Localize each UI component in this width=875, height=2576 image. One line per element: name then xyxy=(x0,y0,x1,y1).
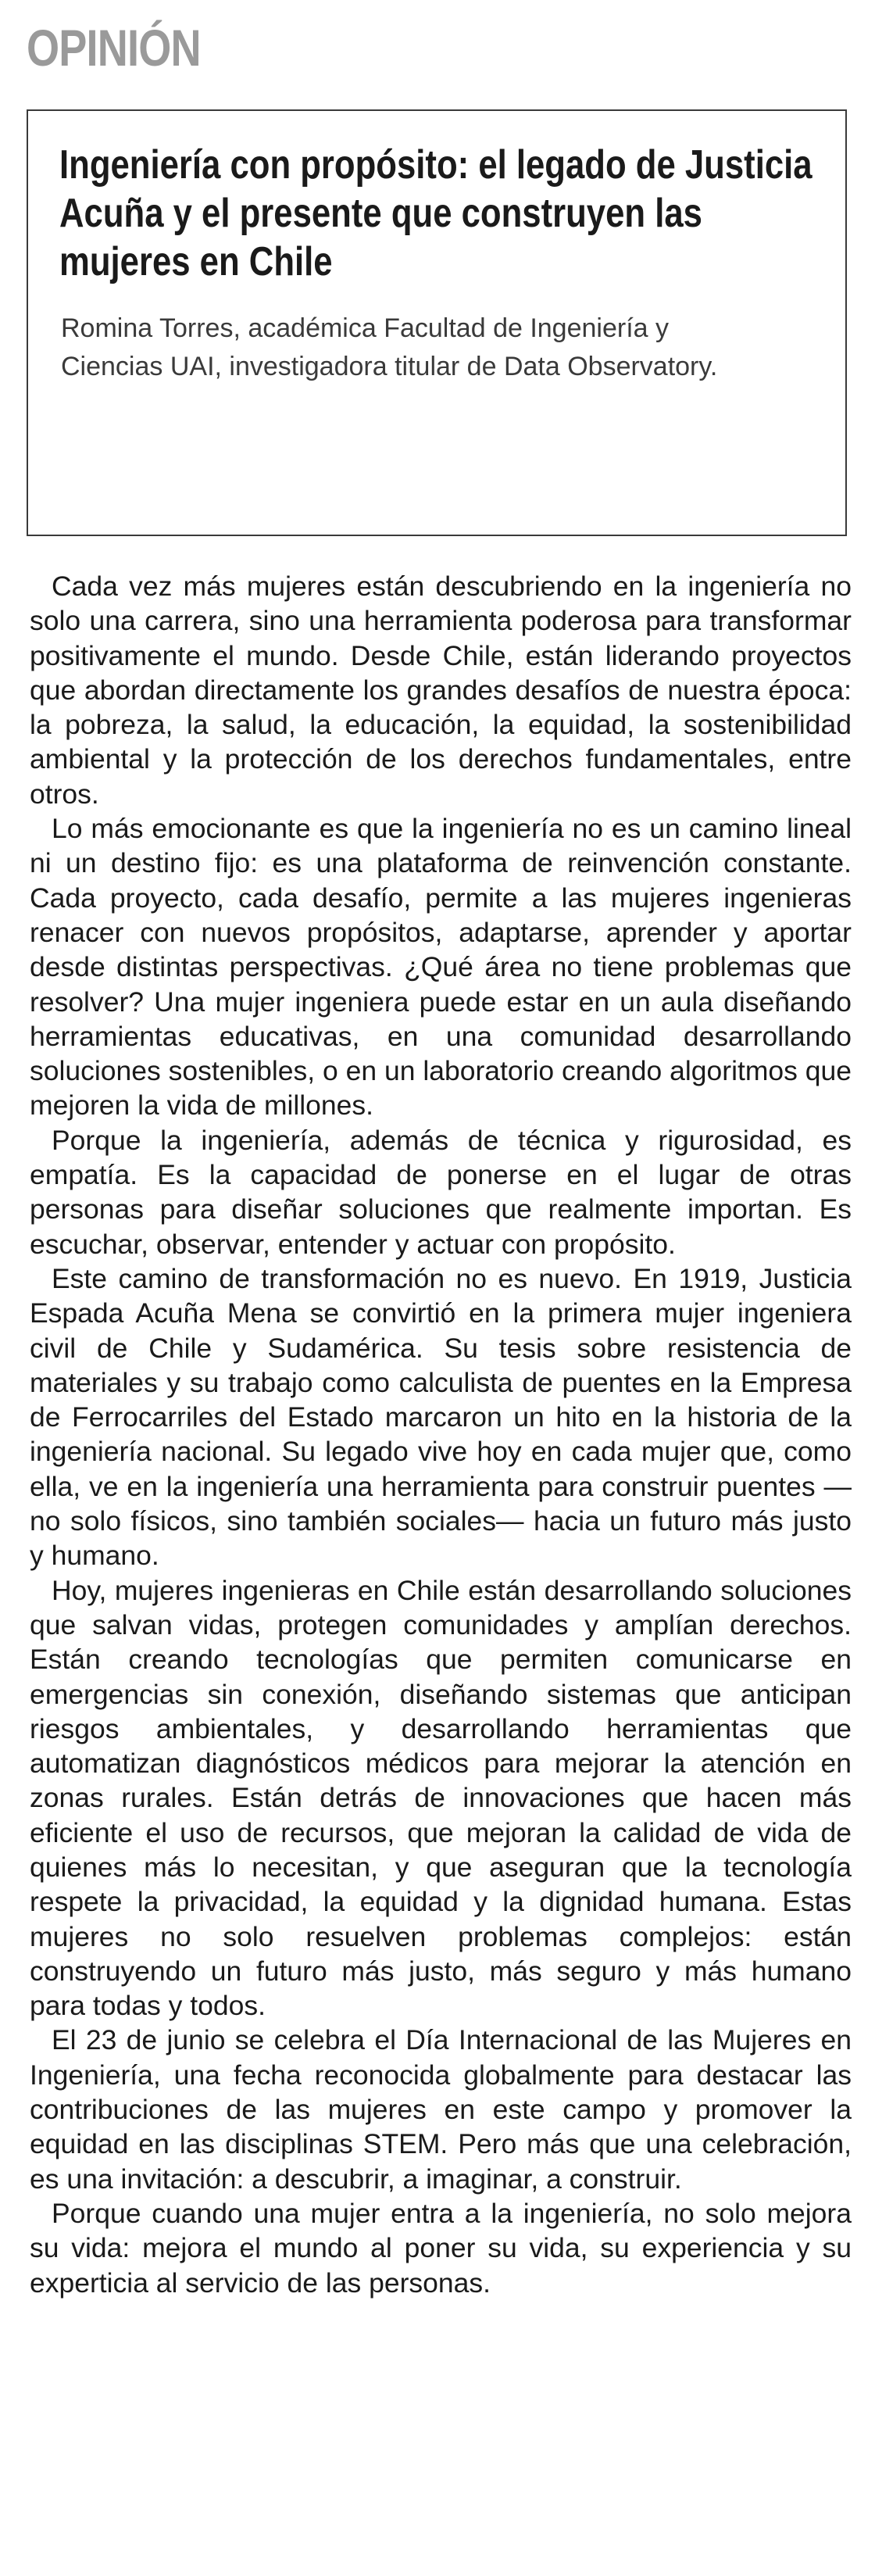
article-headline: Ingeniería con propósito: el legado de Justicia Acuña y el presente que construyen las mujeres en Chile xyxy=(59,142,812,284)
paragraph: Cada vez más mujeres están descubriendo en la ingeniería no solo una carrera, sino una herramienta poderosa para transformar positivamente el mundo. Desde Chile, están liderando proyectos que abordan directamente los grandes desafíos de nuestra época: la pobreza, la salud, la educación, la equidad, la sostenibilidad ambiental y la protección de los derechos fundamentales, entre otros. xyxy=(30,571,852,810)
paragraph: Porque cuando una mujer entra a la ingeniería, no solo mejora su vida: mejora el mundo al poner su vida, su experiencia y su experticia al servicio de las personas. xyxy=(30,2197,852,2299)
author-byline: Romina Torres, académica Facultad de Ingeniería y Ciencias UAI, investigadora titular de Data Observatory. xyxy=(61,313,718,381)
paragraph: El 23 de junio se celebra el Día Internacional de las Mujeres en Ingeniería, una fecha reconocida globalmente para destacar las contribuciones de las mujeres en este campo y promover la equidad en las disciplinas STEM. Pero más que una celebración, es una invitación: a descubrir, a imaginar, a construir. xyxy=(30,2024,852,2195)
paragraph: Este camino de transformación no es nuevo. En 1919, Justicia Espada Acuña Mena se convirtió en la primera mujer ingeniera civil de Chile y Sudamérica. Su tesis sobre resistencia de materiales y su trabajo como calculista de puentes en la Empresa de Ferrocarriles del Estado marcaron un hito en la historia de la ingeniería nacional. Su legado vive hoy en cada mujer que, como ella, ve en la ingeniería una herramienta para construir puentes —no solo físicos, sino también sociales— hacia un futuro más justo y humano. xyxy=(30,1262,852,1572)
section-label: OPINIÓN xyxy=(27,19,201,77)
paragraph: Hoy, mujeres ingenieras en Chile están desarrollando soluciones que salvan vidas, protegen comunidades y amplían derechos. Están creando tecnologías que permiten comunicarse en emergencias sin conexión, diseñando sistemas que anticipan riesgos ambientales, y desarrollando herramientas que automatizan diagnósticos médicos para mejorar la atención en zonas rurales. Están detrás de innovaciones que hacen más eficiente el uso de recursos, que mejoran la calidad de vida de quienes más lo necesitan, y que aseguran que la tecnología respete la privacidad, la equidad y la dignidad humana. Estas mujeres no solo resuelven problemas complejos: están construyendo un futuro más justo, más seguro y más humano para todas y todos. xyxy=(30,1574,852,2022)
paragraph: Porque la ingeniería, además de técnica y rigurosidad, es empatía. Es la capacidad de ponerse en el lugar de otras personas para diseñar soluciones que realmente importan. Es escuchar, observar, entender y actuar con propósito. xyxy=(30,1124,852,1260)
headline-box xyxy=(27,109,847,536)
article-body xyxy=(30,569,852,2300)
paragraph: Lo más emocionante es que la ingeniería no es un camino lineal ni un destino fijo: es una plataforma de reinvención constante. Cada proyecto, cada desafío, permite a las mujeres ingenieras renacer con nuevos propósitos, adaptarse, aprender y aportar desde distintas perspectivas. ¿Qué área no tiene problemas que resolver? Una mujer ingeniera puede estar en un aula diseñando herramientas educativas, en una comunidad desarrollando soluciones sostenibles, o en un laboratorio creando algoritmos que mejoren la vida de millones. xyxy=(30,813,852,1122)
